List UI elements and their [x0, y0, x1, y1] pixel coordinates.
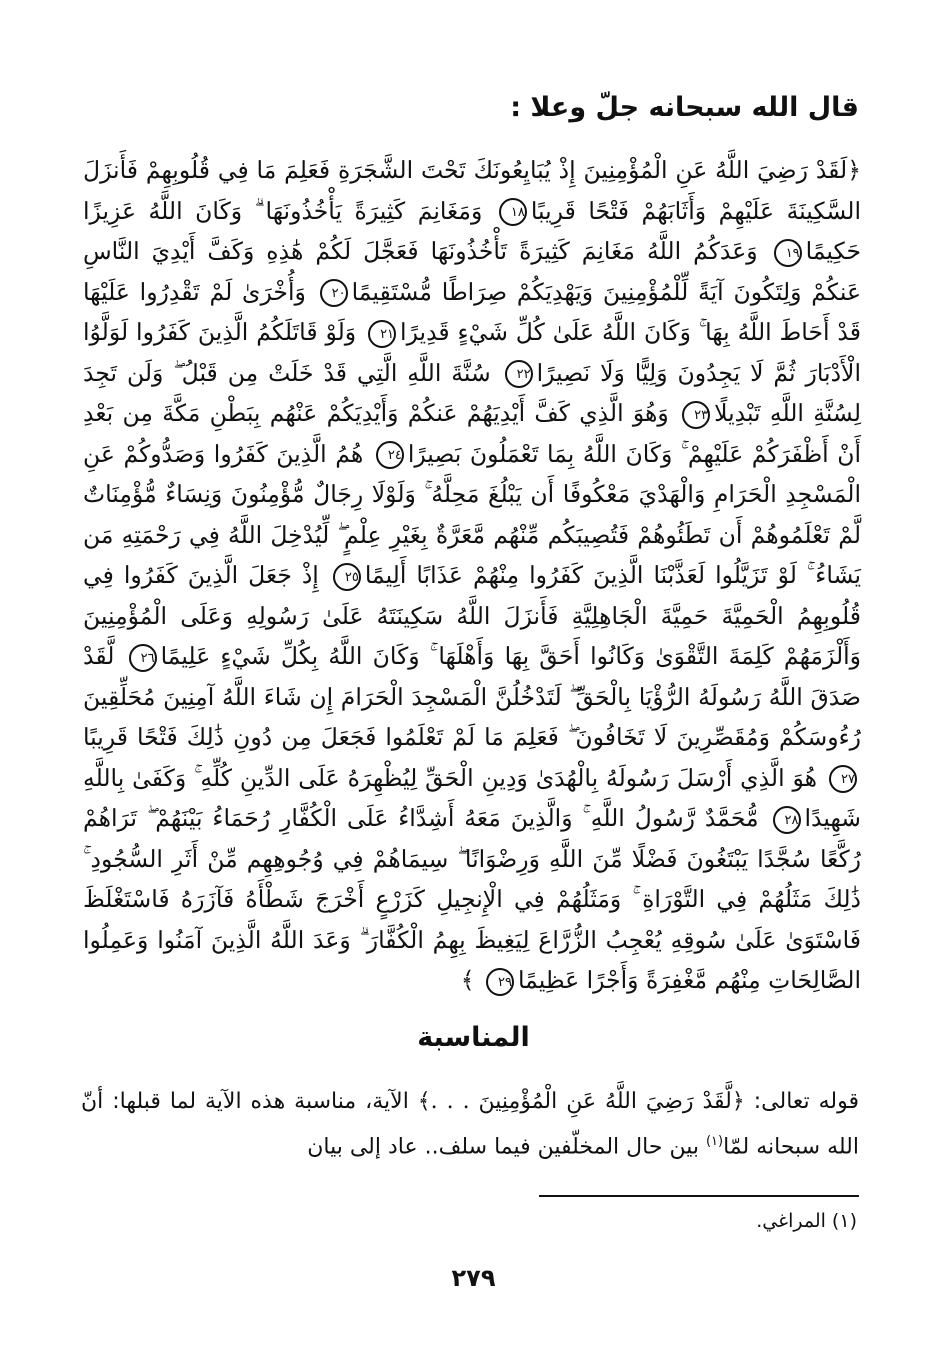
- verse-text: وَهُوَ الَّذِي كَفَّ أَيْدِيَهُمْ عَنكُمْ وَأَيْدِيَكُمْ عَنْهُم بِبَطْنِ مَكَّةَ مِن بَعْدِ أَنْ أَظْفَرَكُمْ عَلَيْهِمْ ۚ وَكَانَ اللَّهُ بِمَا تَعْمَلُونَ بَصِيرًا: [83, 399, 861, 468]
- verse-text: وَمَغَانِمَ كَثِيرَةً يَأْخُذُونَهَا ۗ وَكَانَ اللَّهُ عَزِيزًا حَكِيمًا: [83, 196, 861, 265]
- footnote-divider: [539, 1195, 859, 1197]
- verse-number-marker: ١٩: [774, 239, 802, 267]
- verse-text: وَعَدَكُمُ اللَّهُ مَغَانِمَ كَثِيرَةً تَأْخُذُونَهَا فَعَجَّلَ لَكُمْ هَٰذِهِ وَكَفَّ أَيْدِيَ النَّاسِ عَنكُمْ وَلِتَكُونَ آيَةً لِّلْمُؤْمِنِينَ وَيَهْدِيَكُمْ صِرَاطًا مُّسْتَقِيمًا: [83, 237, 861, 306]
- verse-text: هُوَ الَّذِي أَرْسَلَ رَسُولَهُ بِالْهُدَىٰ وَدِينِ الْحَقِّ لِيُظْهِرَهُ عَلَى الدِّينِ كُلِّهِ ۚ وَكَفَىٰ بِاللَّهِ شَهِيدًا: [83, 763, 861, 832]
- paragraph-lead: قوله تعالى:: [744, 1089, 859, 1114]
- verse-number-marker: ٢٧: [829, 765, 857, 793]
- verse-number-marker: ٢٣: [682, 401, 710, 429]
- heading: قال الله سبحانه جلّ وعلا :: [510, 92, 859, 123]
- verse-text: ﴿لَقَدْ رَضِيَ اللَّهُ عَنِ الْمُؤْمِنِينَ إِذْ يُبَايِعُونَكَ تَحْتَ الشَّجَرَةِ فَعَلِمَ مَا فِي قُلُوبِهِمْ فَأَنزَلَ السَّكِينَةَ عَلَيْهِمْ وَأَثَابَهُمْ فَتْحًا قَرِيبًا: [83, 156, 861, 225]
- section-title: المناسبة: [417, 1022, 530, 1053]
- verses-block: [83, 150, 861, 1001]
- verse-number-marker: ٢٥: [333, 563, 361, 591]
- verse-text: مُّحَمَّدٌ رَّسُولُ اللَّهِ ۚ وَالَّذِينَ مَعَهُ أَشِدَّاءُ عَلَى الْكُفَّارِ رُحَمَاءُ بَيْنَهُمْ ۖ تَرَاهُمْ رُكَّعًا سُجَّدًا يَبْتَغُونَ فَضْلًا مِّنَ اللَّهِ وَرِضْوَانًا ۖ سِيمَاهُمْ فِي وُجُوهِهِم مِّنْ أَثَرِ السُّجُودِ ۚ ذَٰلِكَ مَثَلُهُمْ فِي التَّوْرَاةِ ۚ وَمَثَلُهُمْ فِي الْإِنجِيلِ كَزَرْعٍ أَخْرَجَ شَطْأَهُ فَآزَرَهُ فَاسْتَغْلَظَ فَاسْتَوَىٰ عَلَىٰ سُوقِهِ يُعْجِبُ الزُّرَّاعَ لِيَغِيظَ بِهِمُ الْكُفَّارَ ۗ وَعَدَ اللَّهُ الَّذِينَ آمَنُوا وَعَمِلُوا الصَّالِحَاتِ مِنْهُم مَّغْفِرَةً وَأَجْرًا عَظِيمًا: [83, 804, 861, 994]
- closing-brace: ﴾: [460, 966, 475, 994]
- verse-text: وَلَوْ قَاتَلَكُمُ الَّذِينَ كَفَرُوا لَوَلَّوُا الْأَدْبَارَ ثُمَّ لَا يَجِدُونَ وَلِيًّا وَلَا نَصِيرًا: [83, 318, 861, 387]
- verse-number-marker: ١٨: [499, 198, 527, 226]
- footnote-reference[interactable]: (١): [705, 1134, 724, 1149]
- quoted-verse: ﴿لَّقَدْ رَضِيَ اللَّهُ عَنِ الْمُؤْمِنِينَ . . .﴾: [417, 1089, 745, 1114]
- paragraph-middle: الآية، مناسبة هذه الآية لما قبلها: أنّ الله سبحانه لمّا: [81, 1089, 859, 1160]
- footnote: (١) المراغي.: [756, 1210, 857, 1232]
- verse-text: إِذْ جَعَلَ الَّذِينَ كَفَرُوا فِي قُلُوبِهِمُ الْحَمِيَّةَ حَمِيَّةَ الْجَاهِلِيَّةِ فَأَنزَلَ اللَّهُ سَكِينَتَهُ عَلَىٰ رَسُولِهِ وَعَلَى الْمُؤْمِنِينَ وَأَلْزَمَهُمْ كَلِمَةَ التَّقْوَىٰ وَكَانُوا أَحَقَّ بِهَا وَأَهْلَهَا ۚ وَكَانَ اللَّهُ بِكُلِّ شَيْءٍ عَلِيمًا: [83, 561, 861, 670]
- verse-number-marker: ٢٠: [320, 279, 348, 307]
- commentary-paragraph: [81, 1082, 859, 1167]
- verse-text: لَّقَدْ صَدَقَ اللَّهُ رَسُولَهُ الرُّؤْيَا بِالْحَقِّ ۖ لَتَدْخُلُنَّ الْمَسْجِدَ الْحَرَامَ إِن شَاءَ اللَّهُ آمِنِينَ مُحَلِّقِينَ رُءُوسَكُمْ وَمُقَصِّرِينَ لَا تَخَافُونَ ۖ فَعَلِمَ مَا لَمْ تَعْلَمُوا فَجَعَلَ مِن دُونِ ذَٰلِكَ فَتْحًا قَرِيبًا: [83, 642, 861, 751]
- verse-number-marker: ٢٨: [773, 806, 801, 834]
- verse-number-marker: ٢٩: [486, 968, 514, 996]
- verse-text: وَأُخْرَىٰ لَمْ تَقْدِرُوا عَلَيْهَا قَدْ أَحَاطَ اللَّهُ بِهَا ۚ وَكَانَ اللَّهُ عَلَىٰ كُلِّ شَيْءٍ قَدِيرًا: [83, 277, 861, 346]
- verse-number-marker: ٢١: [368, 320, 396, 348]
- page-number: ٢٧٩: [451, 1264, 496, 1292]
- verse-number-marker: ٢٤: [376, 441, 404, 469]
- verse-text: سُنَّةَ اللَّهِ الَّتِي قَدْ خَلَتْ مِن قَبْلُ ۖ وَلَن تَجِدَ لِسُنَّةِ اللَّهِ تَبْدِيلًا: [83, 358, 862, 427]
- paragraph-end: بين حال المخلّفين فيما سلف.. عاد إلى بيان: [307, 1134, 706, 1160]
- verse-text: هُمُ الَّذِينَ كَفَرُوا وَصَدُّوكُمْ عَنِ الْمَسْجِدِ الْحَرَامِ وَالْهَدْيَ مَعْكُوفًا أَن يَبْلُغَ مَحِلَّهُ ۚ وَلَوْلَا رِجَالٌ مُّؤْمِنُونَ وَنِسَاءٌ مُّؤْمِنَاتٌ لَّمْ تَعْلَمُوهُمْ أَن تَطَئُوهُمْ فَتُصِيبَكُم مِّنْهُم مَّعَرَّةٌ بِغَيْرِ عِلْمٍ ۖ لِّيُدْخِلَ اللَّهُ فِي رَحْمَتِهِ مَن يَشَاءُ ۚ لَوْ تَزَيَّلُوا لَعَذَّبْنَا الَّذِينَ كَفَرُوا مِنْهُمْ عَذَابًا أَلِيمًا: [83, 439, 861, 589]
- verse-number-marker: ٢٦: [129, 644, 157, 672]
- verse-number-marker: ٢٢: [505, 360, 533, 388]
